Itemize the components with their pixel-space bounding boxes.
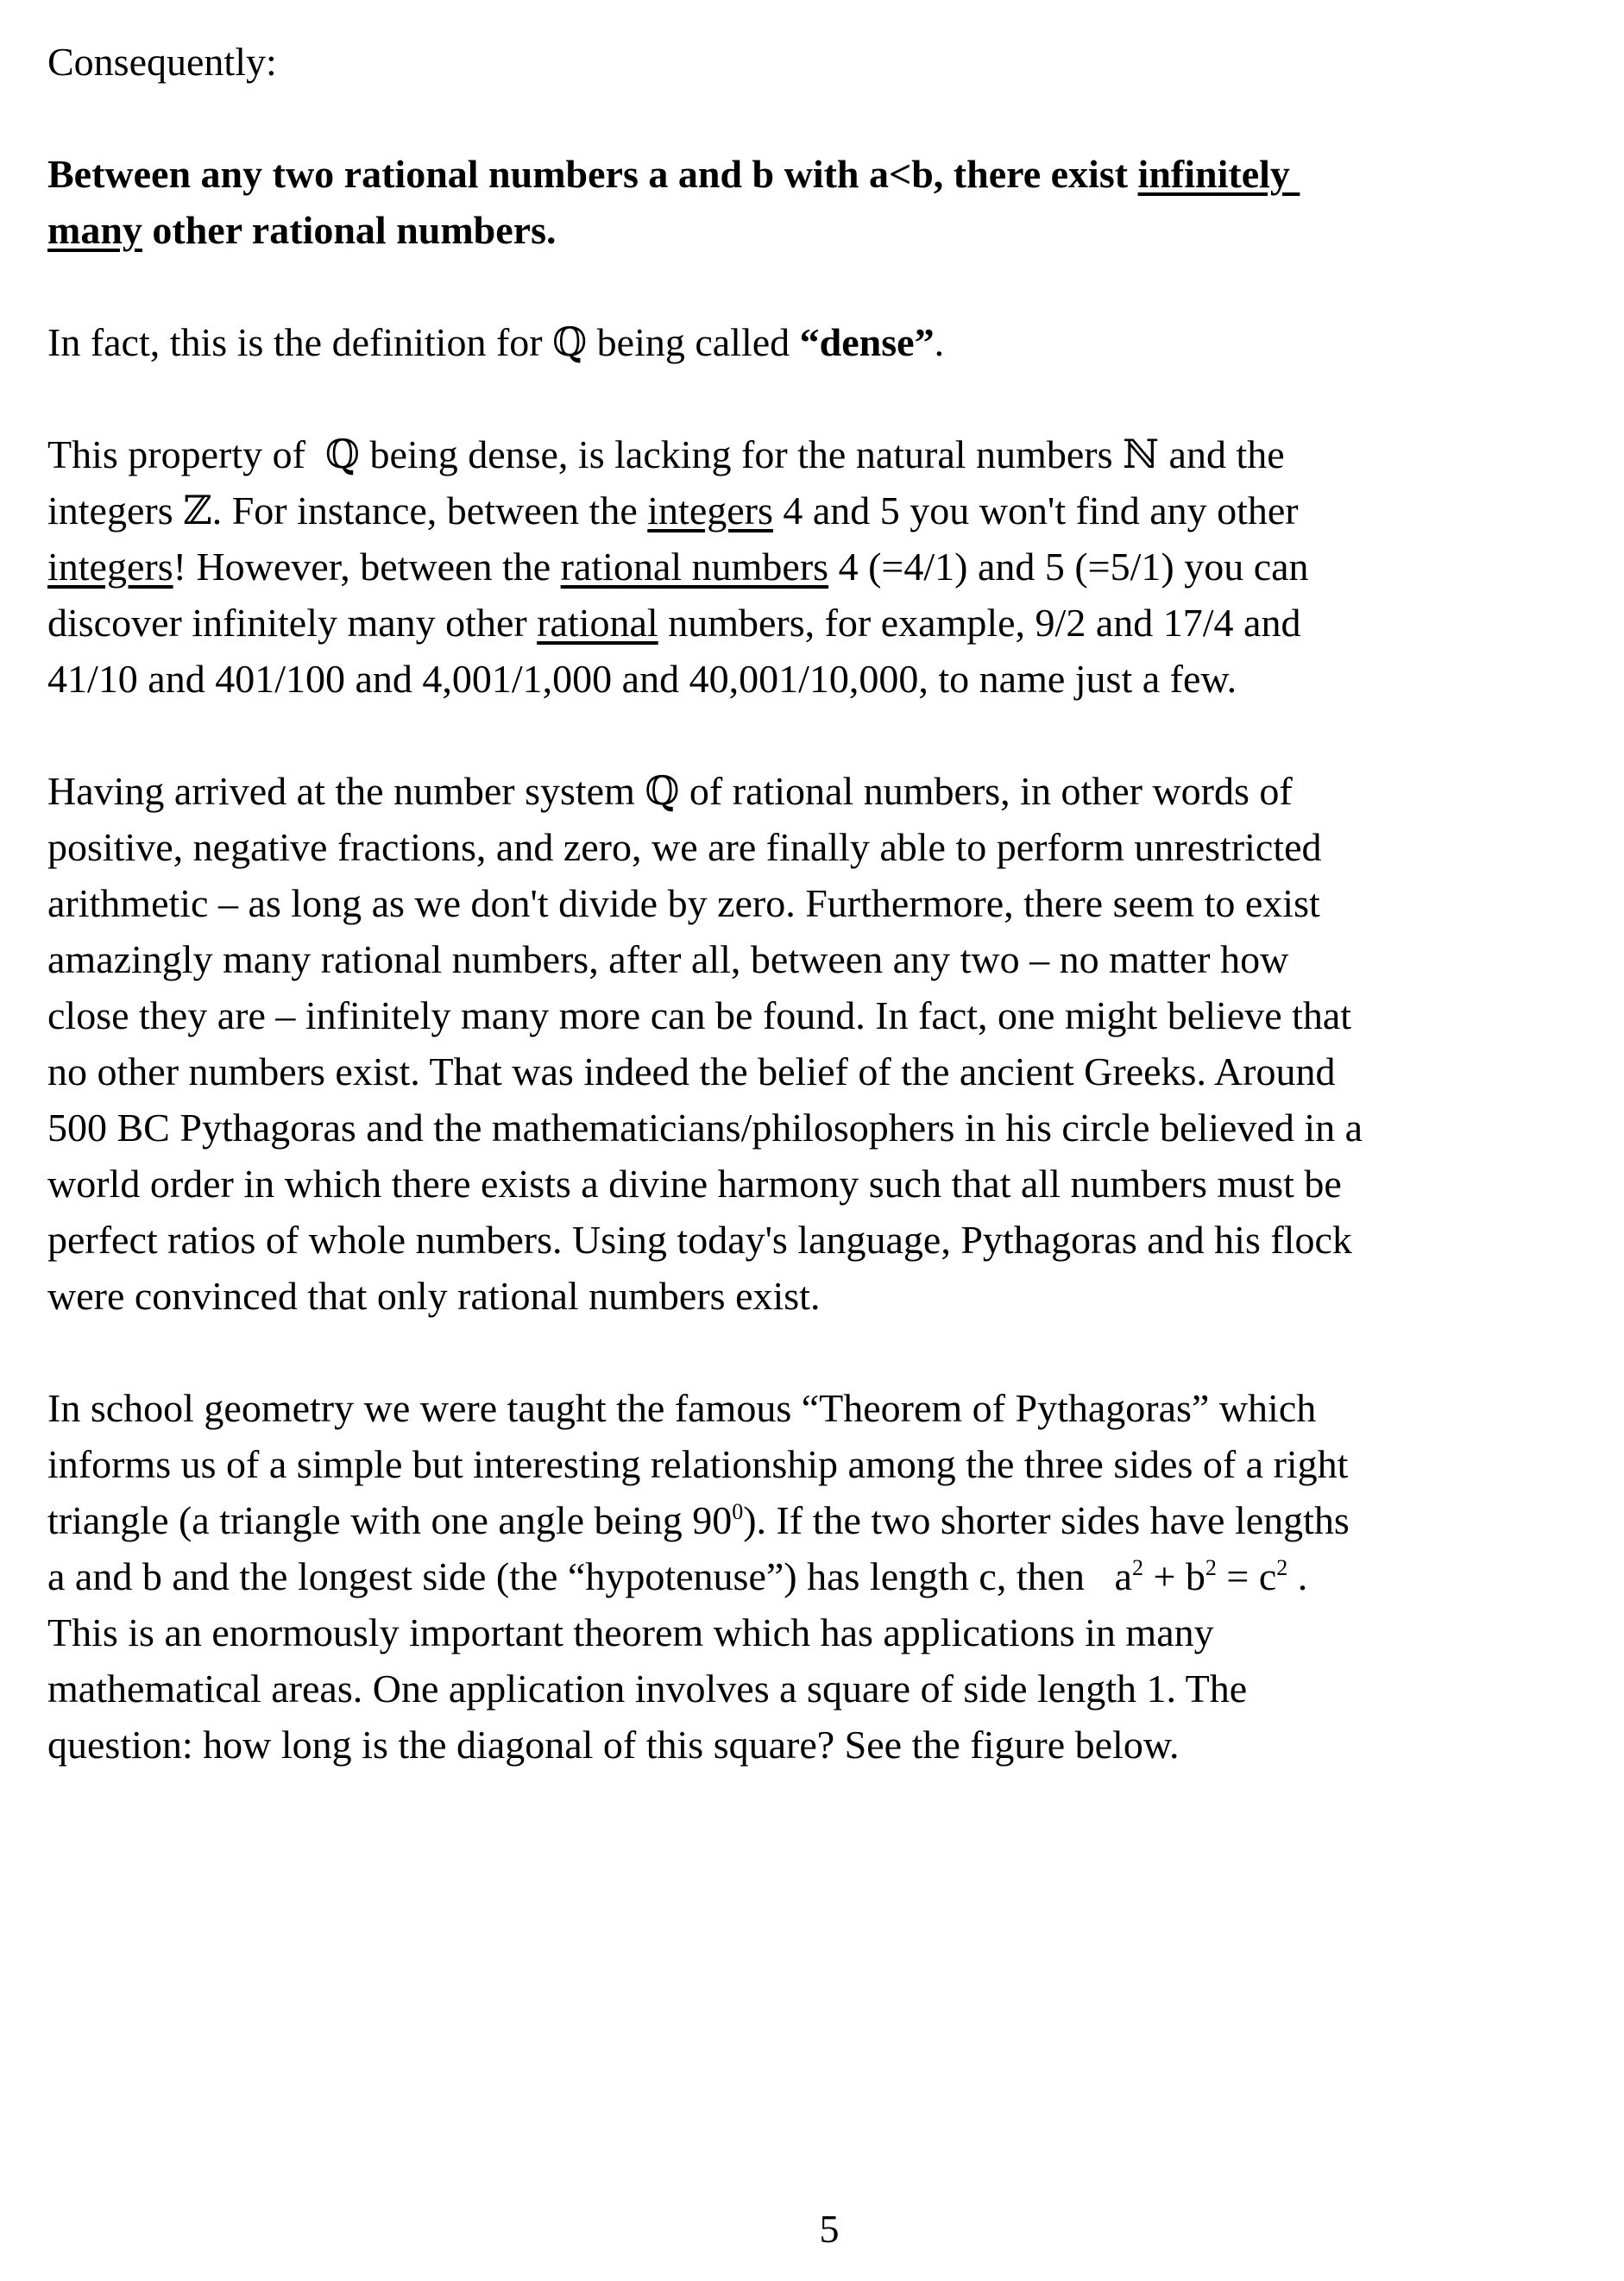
- text-line: amazingly many rational numbers, after all, between any two – no matter how: [47, 937, 1289, 981]
- paragraph-rational-numbers-history: [47, 763, 1601, 1324]
- superscript-text: 2: [1131, 1555, 1143, 1580]
- text-line: 41/10 and 401/100 and 4,001/1,000 and 40,001/10,000, to name just a few.: [47, 657, 1237, 701]
- superscript-text: 2: [1276, 1555, 1288, 1580]
- page-number: 5: [819, 2207, 840, 2251]
- paragraph-density-property: [47, 426, 1601, 707]
- paragraph-consequently: [47, 34, 1601, 90]
- text-segment: 4 and 5 you won't find any other: [772, 488, 1299, 532]
- text-line: [47, 146, 1601, 202]
- underlined-text: many: [47, 208, 142, 252]
- underlined-text: infinitely: [1137, 152, 1300, 196]
- text-segment: other rational numbers.: [142, 208, 557, 252]
- text-line: arithmetic – as long as we don't divide by zero. Furthermore, there seem to exist: [47, 881, 1320, 925]
- text-segment: integers ℤ. For instance, between the: [47, 488, 648, 532]
- text-line: perfect ratios of whole numbers. Using today's language, Pythagoras and his flock: [47, 1218, 1352, 1262]
- text-line: [47, 202, 1601, 258]
- text-line: question: how long is the diagonal of this square? See the figure below.: [47, 1723, 1180, 1767]
- text-segment: triangle (a triangle with one angle being 90: [47, 1498, 733, 1542]
- text-line: positive, negative fractions, and zero, we are finally able to perform unrestricted: [47, 825, 1322, 869]
- text-segment: In fact, this is the definition for ℚ being called: [47, 320, 800, 364]
- text-line: 500 BC Pythagoras and the mathematicians/philosophers in his circle believed in a: [47, 1106, 1363, 1150]
- text-segment: 4 (=4/1) and 5 (=5/1) you can: [828, 545, 1309, 589]
- text-line: This property of ℚ being dense, is lacking for the natural numbers ℕ and the: [47, 432, 1285, 476]
- paragraph-pythagoras-theorem: [47, 1380, 1601, 1773]
- text-line: Consequently:: [47, 40, 277, 84]
- text-segment: ! However, between the: [173, 545, 561, 589]
- superscript-text: 2: [1205, 1555, 1217, 1580]
- text-segment: a and b and the longest side (the “hypotenuse”) has length c, then a: [47, 1554, 1132, 1598]
- bold-text: “dense”: [799, 320, 935, 364]
- text-line: [47, 482, 1601, 539]
- text-line: In school geometry we were taught the famous “Theorem of Pythagoras” which: [47, 1386, 1317, 1430]
- text-line: mathematical areas. One application involves a square of side length 1. The: [47, 1667, 1248, 1711]
- text-segment: numbers, for example, 9/2 and 17/4 and: [658, 601, 1301, 645]
- text-segment: .: [934, 320, 945, 364]
- text-line: [47, 1548, 1601, 1604]
- page-footer: [0, 2201, 1624, 2257]
- text-segment: discover infinitely many other: [47, 601, 538, 645]
- text-segment: .: [1287, 1554, 1308, 1598]
- underlined-text: rational: [537, 601, 658, 645]
- text-segment: = c: [1216, 1554, 1277, 1598]
- text-line: close they are – infinitely many more can be found. In fact, one might believe that: [47, 993, 1352, 1037]
- text-line: no other numbers exist. That was indeed the belief of the ancient Greeks. Around: [47, 1049, 1336, 1093]
- text-line: were convinced that only rational numbers exist.: [47, 1274, 821, 1318]
- paragraph-dense-definition: [47, 314, 1601, 370]
- text-line: This is an enormously important theorem which has applications in many: [47, 1610, 1214, 1654]
- text-line: world order in which there exists a divine harmony such that all numbers must be: [47, 1162, 1342, 1206]
- text-line: informs us of a simple but interesting relationship among the three sides of a right: [47, 1442, 1349, 1486]
- text-line: [47, 314, 1601, 370]
- text-line: [47, 595, 1601, 651]
- text-line: [47, 539, 1601, 595]
- underlined-text: integers: [647, 488, 773, 532]
- underlined-text: rational numbers: [560, 545, 829, 589]
- page-content: [47, 34, 1601, 1829]
- underlined-text: integers: [47, 545, 173, 589]
- text-segment: Between any two rational numbers a and b with a<b, there exist: [47, 152, 1138, 196]
- text-line: Having arrived at the number system ℚ of rational numbers, in other words of: [47, 769, 1293, 813]
- paragraph-bold-statement: [47, 146, 1601, 258]
- text-segment: + b: [1142, 1554, 1205, 1598]
- text-segment: ). If the two shorter sides have lengths: [743, 1498, 1350, 1542]
- text-line: [47, 1492, 1601, 1548]
- superscript-text: 0: [732, 1499, 744, 1524]
